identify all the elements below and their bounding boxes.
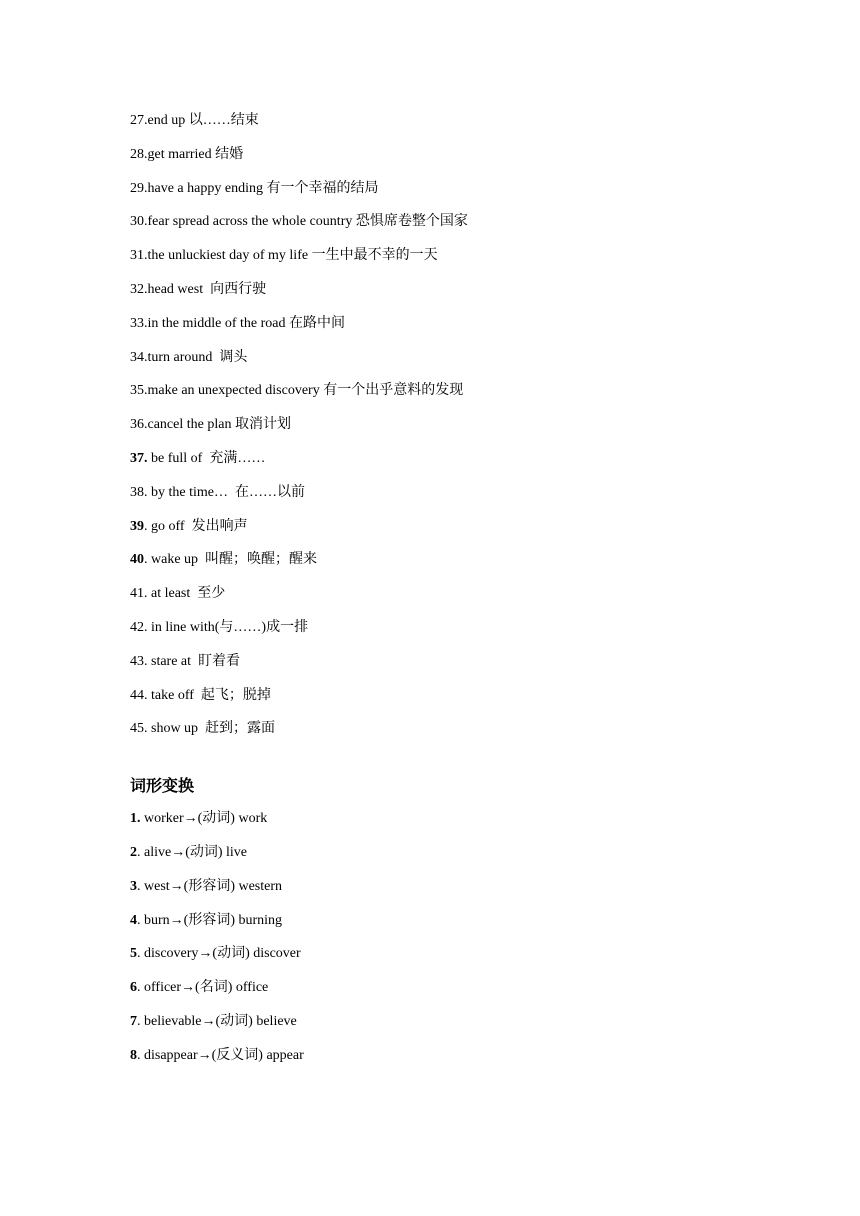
list-item bbox=[130, 651, 750, 685]
item-text: . wake up 叫醒；唤醒；醒来 bbox=[144, 552, 318, 568]
item-number: 7 bbox=[130, 1013, 137, 1029]
phrase-list bbox=[130, 110, 750, 752]
item-number: 43. bbox=[130, 653, 148, 669]
item-text: head west 向西行驶 bbox=[147, 281, 267, 297]
item-text: end up 以……结束 bbox=[147, 113, 259, 128]
item-number: 45. bbox=[130, 721, 148, 737]
item-text: . west→(形容词) western bbox=[137, 878, 283, 894]
list-item bbox=[130, 178, 750, 212]
item-number: 28. bbox=[130, 146, 148, 162]
item-text: . believable→(动词) believe bbox=[137, 1013, 297, 1029]
list-item bbox=[130, 516, 750, 550]
item-number: 1. bbox=[130, 811, 141, 827]
list-item bbox=[130, 482, 750, 516]
list-item bbox=[130, 448, 750, 482]
item-number: 44. bbox=[130, 687, 148, 703]
list-item bbox=[130, 583, 750, 617]
item-number: 35. bbox=[130, 383, 148, 399]
item-number: 6 bbox=[130, 980, 137, 996]
item-number: 38. bbox=[130, 484, 148, 500]
item-number: 40 bbox=[130, 552, 144, 568]
list-item bbox=[130, 1045, 750, 1079]
item-text: . disappear→(反义词) appear bbox=[137, 1047, 304, 1063]
item-number: 2 bbox=[130, 844, 137, 860]
item-text: make an unexpected discovery 有一个出乎意料的发现 bbox=[147, 383, 464, 399]
list-item bbox=[130, 380, 750, 414]
list-item bbox=[130, 110, 750, 144]
item-text: have a happy ending 有一个幸福的结局 bbox=[147, 180, 379, 196]
list-item bbox=[130, 876, 750, 910]
list-item bbox=[130, 347, 750, 381]
item-text: at least 至少 bbox=[147, 586, 226, 602]
item-text: fear spread across the whole country 恐惧席卷整个国家 bbox=[147, 214, 468, 230]
item-text: in the middle of the road 在路中间 bbox=[147, 315, 346, 331]
item-text: show up 赶到；露面 bbox=[147, 721, 276, 737]
item-text: in line with(与……)成一排 bbox=[147, 619, 309, 635]
item-number: 36. bbox=[130, 417, 148, 433]
list-item bbox=[130, 977, 750, 1011]
item-text: get married 结婚 bbox=[147, 146, 244, 162]
item-text: be full of 充满…… bbox=[147, 450, 266, 466]
item-text: . burn→(形容词) burning bbox=[137, 912, 283, 928]
item-number: 29. bbox=[130, 180, 148, 196]
item-number: 42. bbox=[130, 619, 148, 635]
item-number: 34. bbox=[130, 349, 148, 365]
item-text: take off 起飞；脱掉 bbox=[147, 687, 271, 703]
item-text: cancel the plan 取消计划 bbox=[147, 417, 291, 433]
list-item bbox=[130, 549, 750, 583]
item-number: 3 bbox=[130, 878, 137, 894]
list-item bbox=[130, 808, 750, 842]
list-item bbox=[130, 414, 750, 448]
list-item bbox=[130, 211, 750, 245]
list-item bbox=[130, 842, 750, 876]
item-text: stare at 盯着看 bbox=[147, 653, 241, 669]
item-text: . discovery→(动词) discover bbox=[137, 946, 301, 962]
item-number: 31. bbox=[130, 248, 148, 264]
list-item bbox=[130, 718, 750, 752]
item-text: the unluckiest day of my life 一生中最不幸的一天 bbox=[147, 248, 438, 264]
document-page bbox=[130, 110, 750, 1079]
list-item bbox=[130, 1011, 750, 1045]
list-item bbox=[130, 313, 750, 347]
list-item bbox=[130, 279, 750, 313]
item-number: 5 bbox=[130, 946, 137, 962]
item-number: 4 bbox=[130, 912, 137, 928]
section-heading: 词形变换 bbox=[130, 776, 195, 796]
item-number: 39 bbox=[130, 518, 144, 534]
list-item bbox=[130, 617, 750, 651]
list-item bbox=[130, 685, 750, 719]
item-text: . alive→(动词) live bbox=[137, 844, 248, 860]
list-item bbox=[130, 943, 750, 977]
item-text: by the time… 在……以前 bbox=[147, 484, 305, 500]
item-text: worker→(动词) work bbox=[140, 811, 268, 827]
item-number: 33. bbox=[130, 315, 148, 331]
item-text: . go off 发出响声 bbox=[144, 518, 248, 534]
word-form-list bbox=[130, 808, 750, 1078]
item-number: 8 bbox=[130, 1047, 137, 1063]
item-number: 37. bbox=[130, 450, 148, 466]
item-text: turn around 调头 bbox=[147, 349, 248, 365]
item-number: 30. bbox=[130, 214, 148, 230]
list-item bbox=[130, 245, 750, 279]
item-number: 32. bbox=[130, 281, 148, 297]
item-number: 27. bbox=[130, 113, 148, 128]
list-item bbox=[130, 144, 750, 178]
list-item bbox=[130, 910, 750, 944]
item-number: 41. bbox=[130, 586, 148, 602]
item-text: . officer→(名词) office bbox=[137, 980, 269, 996]
